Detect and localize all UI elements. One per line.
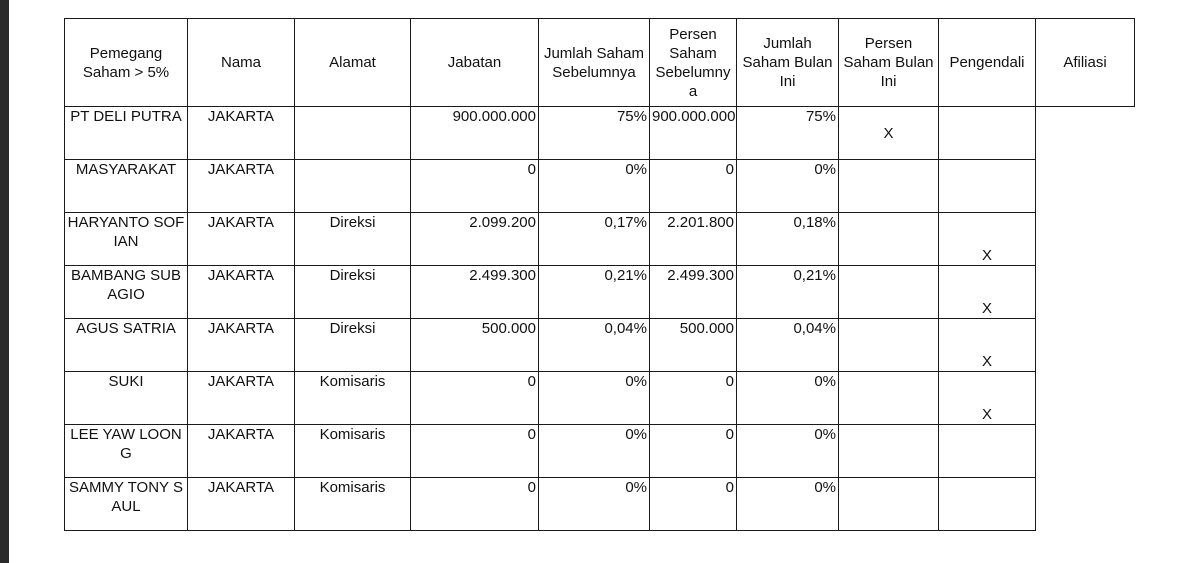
cell-afiliasi: X [939, 372, 1036, 425]
table-row [65, 425, 1135, 478]
cell-jumlah-bulan-ini: 2.499.300 [650, 266, 737, 319]
cell-jumlah-sebelum: 0 [411, 372, 539, 425]
cell-jumlah-bulan-ini: 2.201.800 [650, 213, 737, 266]
cell-nama: HARYANTO SOFIAN [65, 213, 188, 266]
cell-persen-sebelum: 0% [539, 372, 650, 425]
cell-afiliasi: X [939, 213, 1036, 266]
cell-persen-sebelum: 75% [539, 107, 650, 160]
cell-persen-bulan-ini: 0% [737, 425, 839, 478]
cell-persen-bulan-ini: 0% [737, 478, 839, 531]
cell-persen-sebelum: 0,04% [539, 319, 650, 372]
cell-persen-sebelum: 0,17% [539, 213, 650, 266]
header-alamat: Alamat [295, 19, 411, 107]
shareholder-table [64, 18, 1135, 531]
cell-afiliasi: X [939, 319, 1036, 372]
cell-pengendali [839, 372, 939, 425]
header-jumlah-sebelum: Jumlah Saham Sebelumnya [539, 19, 650, 107]
table-row [65, 266, 1135, 319]
cell-pengendali [839, 266, 939, 319]
cell-persen-bulan-ini: 0,04% [737, 319, 839, 372]
cell-jabatan [295, 107, 411, 160]
cell-jumlah-bulan-ini: 0 [650, 425, 737, 478]
cell-nama: BAMBANG SUBAGIO [65, 266, 188, 319]
cell-jumlah-bulan-ini: 0 [650, 372, 737, 425]
cell-jabatan: Direksi [295, 319, 411, 372]
cell-pengendali [839, 213, 939, 266]
table-row [65, 478, 1135, 531]
cell-alamat: JAKARTA [188, 372, 295, 425]
cell-afiliasi: X [939, 266, 1036, 319]
cell-pengendali [839, 319, 939, 372]
cell-jumlah-bulan-ini: 900.000.000 [650, 107, 737, 160]
cell-persen-sebelum: 0% [539, 160, 650, 213]
cell-alamat: JAKARTA [188, 107, 295, 160]
cell-persen-bulan-ini: 0,18% [737, 213, 839, 266]
cell-jumlah-sebelum: 2.099.200 [411, 213, 539, 266]
header-pengendali: Pengendali [939, 19, 1036, 107]
cell-jumlah-bulan-ini: 500.000 [650, 319, 737, 372]
table-row [65, 319, 1135, 372]
cell-afiliasi [939, 107, 1036, 160]
cell-jabatan: Komisaris [295, 425, 411, 478]
cell-afiliasi [939, 425, 1036, 478]
table-row [65, 372, 1135, 425]
header-persen-bulan-ini: Persen Saham Bulan Ini [839, 19, 939, 107]
cell-nama: SAMMY TONY SAUL [65, 478, 188, 531]
cell-jumlah-bulan-ini: 0 [650, 160, 737, 213]
cell-afiliasi [939, 478, 1036, 531]
cell-nama: MASYARAKAT [65, 160, 188, 213]
cell-persen-bulan-ini: 0% [737, 372, 839, 425]
table-row [65, 213, 1135, 266]
cell-afiliasi [939, 160, 1036, 213]
cell-alamat: JAKARTA [188, 319, 295, 372]
cell-jumlah-bulan-ini: 0 [650, 478, 737, 531]
cell-nama: SUKI [65, 372, 188, 425]
cell-alamat: JAKARTA [188, 478, 295, 531]
cell-jabatan: Direksi [295, 213, 411, 266]
cell-nama: AGUS SATRIA [65, 319, 188, 372]
cell-jumlah-sebelum: 0 [411, 160, 539, 213]
cell-jumlah-sebelum: 500.000 [411, 319, 539, 372]
cell-jabatan: Direksi [295, 266, 411, 319]
cell-jabatan [295, 160, 411, 213]
cell-nama: PT DELI PUTRA [65, 107, 188, 160]
cell-jabatan: Komisaris [295, 372, 411, 425]
cell-persen-sebelum: 0,21% [539, 266, 650, 319]
cell-nama: LEE YAW LOONG [65, 425, 188, 478]
cell-jumlah-sebelum: 0 [411, 425, 539, 478]
cell-jumlah-sebelum: 0 [411, 478, 539, 531]
cell-persen-bulan-ini: 75% [737, 107, 839, 160]
header-jabatan: Jabatan [411, 19, 539, 107]
cell-alamat: JAKARTA [188, 160, 295, 213]
header-jumlah-bulan-ini: Jumlah Saham Bulan Ini [737, 19, 839, 107]
cell-pengendali [839, 478, 939, 531]
header-nama: Nama [188, 19, 295, 107]
cell-persen-sebelum: 0% [539, 478, 650, 531]
header-row [65, 19, 1135, 107]
cell-pengendali [839, 425, 939, 478]
cell-jumlah-sebelum: 2.499.300 [411, 266, 539, 319]
cell-pengendali: X [839, 107, 939, 160]
cell-persen-bulan-ini: 0,21% [737, 266, 839, 319]
header-afiliasi: Afiliasi [1036, 19, 1135, 107]
cell-jabatan: Komisaris [295, 478, 411, 531]
cell-persen-bulan-ini: 0% [737, 160, 839, 213]
cell-alamat: JAKARTA [188, 425, 295, 478]
table-row [65, 107, 1135, 160]
cell-persen-sebelum: 0% [539, 425, 650, 478]
group-label: Pemegang Saham > 5% [65, 19, 188, 107]
cell-jumlah-sebelum: 900.000.000 [411, 107, 539, 160]
table-row [65, 160, 1135, 213]
page-edge [0, 0, 9, 563]
cell-pengendali [839, 160, 939, 213]
header-persen-sebelum: Persen Saham Sebelumny a [650, 19, 737, 107]
cell-alamat: JAKARTA [188, 213, 295, 266]
cell-alamat: JAKARTA [188, 266, 295, 319]
